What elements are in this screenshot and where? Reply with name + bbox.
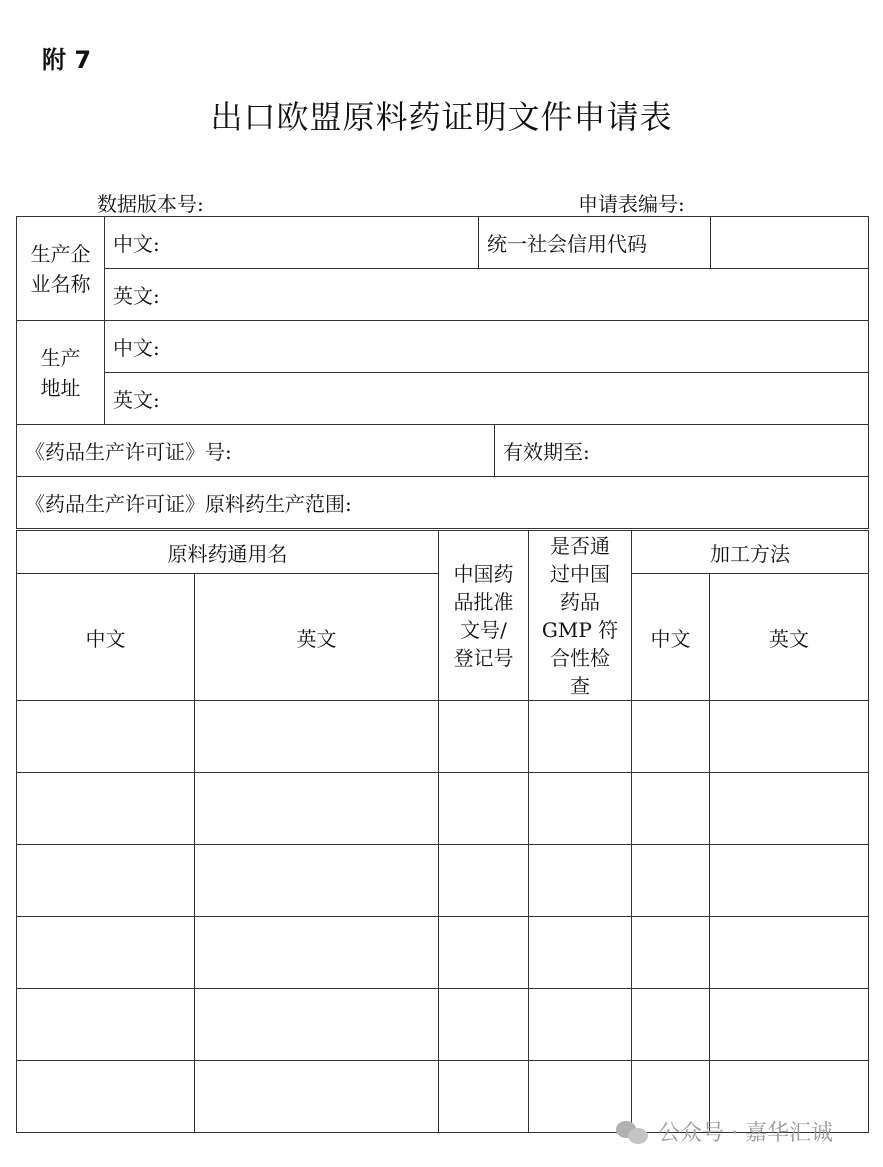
table-row [17, 989, 869, 1061]
table-cell[interactable] [529, 917, 632, 989]
generic-name-en-header: 英文 [195, 574, 439, 701]
table-cell[interactable] [17, 917, 195, 989]
table-cell[interactable] [632, 773, 710, 845]
table-cell[interactable] [17, 701, 195, 773]
processing-cn-header: 中文 [632, 574, 710, 701]
table-cell[interactable] [529, 701, 632, 773]
table-cell[interactable] [710, 845, 869, 917]
table-cell[interactable] [529, 845, 632, 917]
processing-en-header: 英文 [710, 574, 869, 701]
table-row [17, 845, 869, 917]
table-row [17, 917, 869, 989]
wechat-icon [616, 1119, 650, 1145]
gmp-inspection-header: 是否通 过中国 药品 GMP 符 合性检 查 [529, 531, 632, 701]
table-cell[interactable] [195, 917, 439, 989]
watermark-text: 公众号 · 嘉华汇诚 [658, 1121, 833, 1146]
table-cell[interactable] [439, 917, 529, 989]
table-cell[interactable] [17, 1061, 195, 1133]
table-cell[interactable] [632, 917, 710, 989]
api-products-table [16, 530, 869, 1133]
credit-code-field[interactable] [711, 217, 869, 269]
table-cell[interactable] [195, 845, 439, 917]
table-cell[interactable] [195, 989, 439, 1061]
table-row [17, 773, 869, 845]
table-cell[interactable] [195, 773, 439, 845]
processing-method-header: 加工方法 [632, 531, 869, 574]
table-row [17, 701, 869, 773]
generic-name-header: 原料药通用名 [17, 531, 439, 574]
enterprise-name-label: 生产企 业名称 [17, 217, 105, 321]
table-cell[interactable] [710, 989, 869, 1061]
table-cell[interactable] [17, 989, 195, 1061]
table-cell[interactable] [632, 989, 710, 1061]
table-cell[interactable] [439, 773, 529, 845]
table-cell[interactable] [710, 773, 869, 845]
approval-number-header: 中国药 品批准 文号/ 登记号 [439, 531, 529, 701]
address-en-field[interactable]: 英文: [105, 373, 869, 425]
table-cell[interactable] [439, 845, 529, 917]
table-cell[interactable] [632, 845, 710, 917]
table-cell[interactable] [17, 845, 195, 917]
table-cell[interactable] [710, 917, 869, 989]
license-scope-field[interactable]: 《药品生产许可证》原料药生产范围: [17, 477, 869, 529]
table-cell[interactable] [439, 1061, 529, 1133]
applicant-info-table [16, 216, 869, 529]
table-cell[interactable] [529, 989, 632, 1061]
table-cell[interactable] [17, 773, 195, 845]
credit-code-label: 统一社会信用代码 [479, 217, 711, 269]
address-cn-field[interactable]: 中文: [105, 321, 869, 373]
table-cell[interactable] [195, 701, 439, 773]
form-number-label: 申请表编号: [578, 192, 685, 216]
table-cell[interactable] [710, 701, 869, 773]
form-title: 出口欧盟原料药证明文件申请表 [210, 98, 673, 136]
table-cell[interactable] [632, 701, 710, 773]
address-label: 生产 地址 [17, 321, 105, 425]
enterprise-en-field[interactable]: 英文: [105, 269, 869, 321]
watermark [616, 1116, 833, 1147]
annex-number: 附 7 [42, 46, 92, 74]
table-cell[interactable] [195, 1061, 439, 1133]
data-version-label: 数据版本号: [97, 192, 204, 216]
table-cell[interactable] [529, 773, 632, 845]
table-cell[interactable] [439, 701, 529, 773]
generic-name-cn-header: 中文 [17, 574, 195, 701]
enterprise-cn-field[interactable]: 中文: [105, 217, 479, 269]
license-valid-until-field[interactable]: 有效期至: [495, 425, 869, 477]
license-number-field[interactable]: 《药品生产许可证》号: [17, 425, 495, 477]
table-cell[interactable] [439, 989, 529, 1061]
